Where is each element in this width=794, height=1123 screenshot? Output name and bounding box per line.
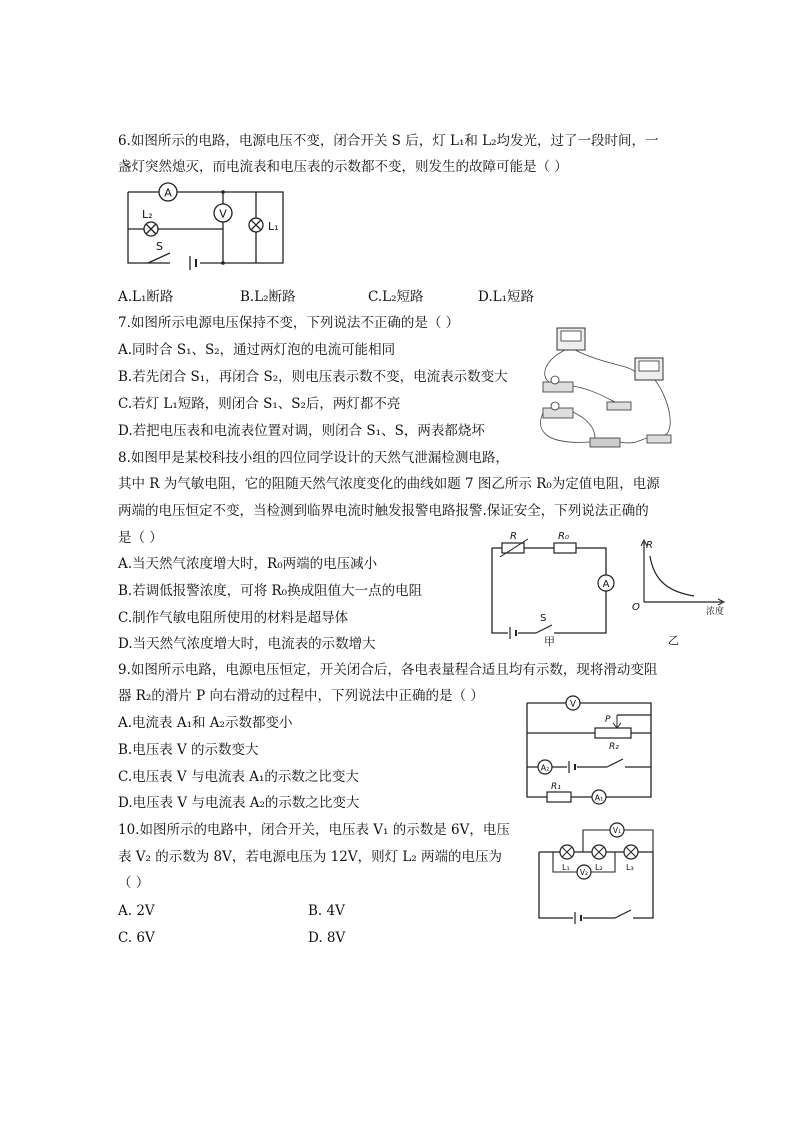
q10-lamp-l2-label: L₂ xyxy=(595,863,603,872)
q8-stem-line1: 8.如图甲是某校科技小组的四位同学设计的天然气泄漏检测电路， xyxy=(118,450,509,466)
q6-voltmeter-label: V xyxy=(219,207,227,221)
q7-stem: 7.如图所示电源电压保持不变，下列说法不正确的是（ ） xyxy=(118,315,460,331)
q9-circuit-diagram xyxy=(523,693,658,808)
q7-option-c[interactable]: C.若灯 L₁短路，则闭合 S₁、S₂后，两灯都不亮 xyxy=(118,396,401,412)
q10-stem-line1: 10.如图所示的电路中，闭合开关，电压表 V₁ 的示数是 6V，电压 xyxy=(118,822,510,838)
q8-graph-yi xyxy=(630,538,730,648)
q6-ammeter-label: A xyxy=(164,186,172,200)
q8-option-c[interactable]: C.制作气敏电阻所使用的材料是超导体 xyxy=(118,610,349,626)
q9-resistor-r1-label: R₁ xyxy=(551,782,561,792)
q10-option-b[interactable]: B. 4V xyxy=(308,903,345,919)
q6-option-d[interactable]: D.L₁短路 xyxy=(478,289,535,305)
q8-option-d[interactable]: D.当天然气浓度增大时，电流表的示数增大 xyxy=(118,636,376,652)
q6-option-a[interactable]: A.L₁断路 xyxy=(118,289,174,305)
q8-circuit-diagram-jia xyxy=(488,533,618,648)
q8-resistor-r-label: R xyxy=(510,531,517,542)
q7-apparatus-photo xyxy=(535,320,685,455)
q10-circuit-diagram xyxy=(535,818,660,923)
q6-option-c[interactable]: C.L₂短路 xyxy=(368,289,424,305)
q10-voltmeter-v2-label: V₂ xyxy=(579,868,589,877)
q9-slider-p-label: P xyxy=(605,715,611,725)
q10-lamp-l1-label: L₁ xyxy=(562,863,570,872)
q6-lamp-l2-label: L₂ xyxy=(142,208,153,221)
q6-circuit-diagram xyxy=(118,180,288,270)
q8-switch-label: S xyxy=(540,613,547,624)
q9-option-b[interactable]: B.电压表 V 的示数变大 xyxy=(118,742,259,758)
q9-option-c[interactable]: C.电压表 V 与电流表 A₁的示数之比变大 xyxy=(118,769,359,785)
q6-option-b[interactable]: B.L₂断路 xyxy=(240,289,296,305)
q8-caption-yi: 乙 xyxy=(668,634,679,647)
q9-resistor-r2-label: R₂ xyxy=(609,742,619,752)
q8-graph-origin-label: O xyxy=(632,602,640,613)
q8-graph-x-label: 浓度 xyxy=(706,607,725,617)
q6-switch-label: S xyxy=(156,240,163,253)
q6-stem-line2: 盏灯突然熄灭，而电流表和电压表的示数都不变，则发生的故障可能是（ ） xyxy=(118,159,568,175)
q8-graph-curve xyxy=(650,556,694,596)
q6-lamp-l1-label: L₁ xyxy=(268,220,279,233)
q8-caption-jia: 甲 xyxy=(544,635,555,648)
q9-voltmeter-label: V xyxy=(569,699,577,710)
q10-option-c[interactable]: C. 6V xyxy=(118,930,155,946)
q6-stem-line1: 6.如图所示的电路，电源电压不变，闭合开关 S 后，灯 L₁和 L₂均发光，过了一段时间，一 xyxy=(118,133,659,149)
q9-ammeter-a2-label: A₂ xyxy=(540,763,550,773)
q7-option-b[interactable]: B.若先闭合 S₁，再闭合 S₂，则电压表示数不变，电流表示数变大 xyxy=(118,369,508,385)
q9-ammeter-a1-label: A₁ xyxy=(594,793,604,803)
q10-lamp-l3-label: L₃ xyxy=(626,863,634,872)
q10-option-a[interactable]: A. 2V xyxy=(118,903,155,919)
q9-stem-line2: 器 R₂的滑片 P 向右滑动的过程中，下列说法中正确的是（ ） xyxy=(118,688,484,704)
q9-stem-line1: 9.如图所示电路，电源电压恒定，开关闭合后，各电表量程合适且均有示数，现将滑动变阻 xyxy=(118,662,658,678)
q9-option-a[interactable]: A.电流表 A₁和 A₂示数都变小 xyxy=(118,715,293,731)
q8-resistor-r0-label: R₀ xyxy=(558,531,569,542)
q8-option-b[interactable]: B.若调低报警浓度，可将 R₀换成阻值大一点的电阻 xyxy=(118,583,423,599)
q10-voltmeter-v1-label: V₁ xyxy=(612,826,622,835)
q10-option-d[interactable]: D. 8V xyxy=(308,930,346,946)
q10-stem-line2: 表 V₂ 的示数为 8V，若电源电压为 12V，则灯 L₂ 两端的电压为 xyxy=(118,849,503,865)
q8-stem-line2: 其中 R 为气敏电阻，它的阻随天然气浓度变化的曲线如题 7 图乙所示 R₀为定值电阻，电源 xyxy=(118,476,660,492)
q7-option-d[interactable]: D.若把电压表和电流表位置对调，则闭合 S₁、S，两表都烧坏 xyxy=(118,423,485,439)
q8-graph-y-label: R xyxy=(646,540,653,551)
q8-option-a[interactable]: A.当天然气浓度增大时，R₀两端的电压减小 xyxy=(118,556,378,572)
q8-stem-line3: 两端的电压恒定不变，当检测到临界电流时触发报警电路报警.保证安全，下列说法正确的 xyxy=(118,503,649,519)
q9-option-d[interactable]: D.电压表 V 与电流表 A₂的示数之比变大 xyxy=(118,795,360,811)
q8-ammeter-label: A xyxy=(602,579,610,590)
q7-option-a[interactable]: A.同时合 S₁、S₂，通过两灯泡的电流可能相同 xyxy=(118,342,396,358)
q8-stem-line4: 是（ ） xyxy=(118,530,163,546)
q10-stem-line3: （ ） xyxy=(118,875,150,891)
